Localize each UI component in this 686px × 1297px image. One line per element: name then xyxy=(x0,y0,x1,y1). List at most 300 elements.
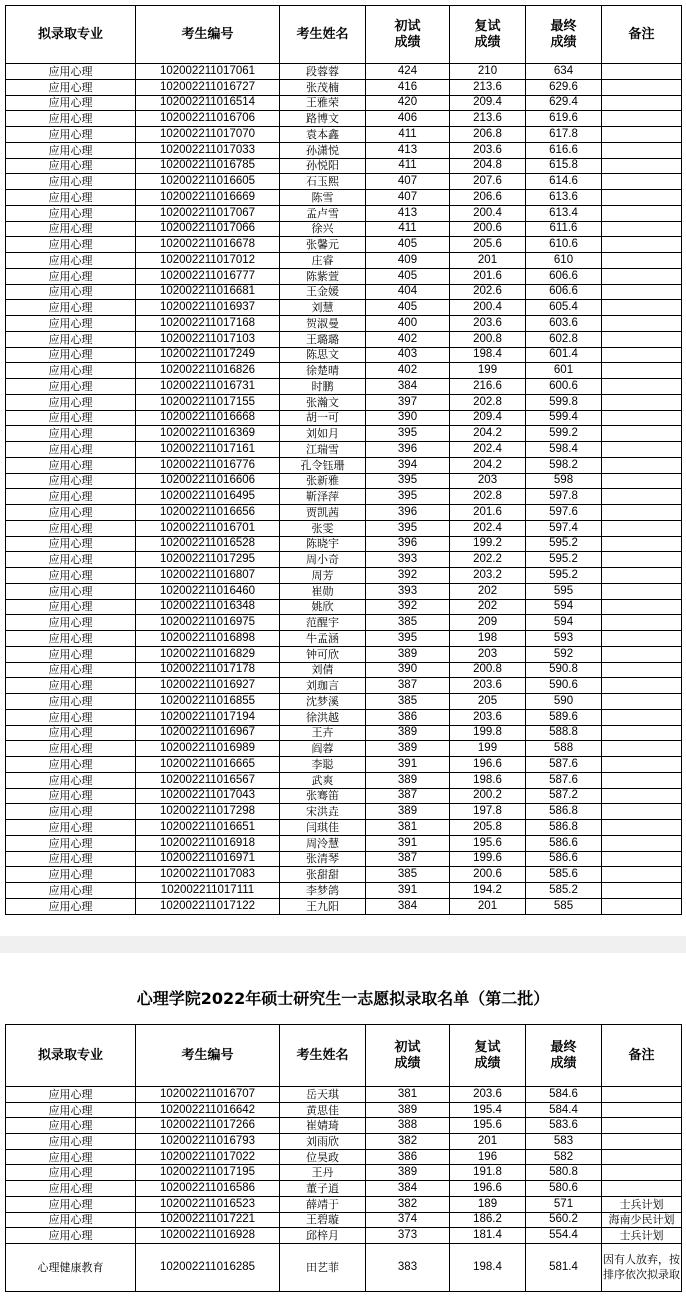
candidate-id-cell: 102002211016707 xyxy=(136,1087,280,1103)
major-cell: 心理健康教育 xyxy=(6,1243,136,1291)
retest-score-cell: 198.6 xyxy=(450,772,526,788)
retest-score-cell: 200.4 xyxy=(450,300,526,316)
candidate-id-cell: 102002211016937 xyxy=(136,300,280,316)
candidate-name-cell: 王璐璐 xyxy=(280,331,366,347)
candidate-id-cell: 102002211016369 xyxy=(136,426,280,442)
candidate-id-cell: 102002211017061 xyxy=(136,64,280,80)
retest-score-cell: 198.4 xyxy=(450,1243,526,1291)
table-row xyxy=(6,331,682,347)
retest-score-cell: 205 xyxy=(450,694,526,710)
remark-cell xyxy=(602,95,682,111)
remark-cell xyxy=(602,426,682,442)
retest-score-cell: 200.8 xyxy=(450,331,526,347)
prelim-score-cell: 405 xyxy=(366,300,450,316)
candidate-name-cell: 田艺菲 xyxy=(280,1243,366,1291)
prelim-score-cell: 403 xyxy=(366,347,450,363)
candidate-name-cell: 闫琪佳 xyxy=(280,820,366,836)
prelim-score-cell: 385 xyxy=(366,615,450,631)
final-score-cell: 602.8 xyxy=(526,331,602,347)
final-score-cell: 586.6 xyxy=(526,835,602,851)
retest-score-cell: 195.4 xyxy=(450,1102,526,1118)
table-row xyxy=(6,426,682,442)
prelim-score-cell: 387 xyxy=(366,851,450,867)
retest-score-cell: 203.6 xyxy=(450,709,526,725)
prelim-score-cell: 389 xyxy=(366,804,450,820)
second-batch-title: 心理学院2022年硕士研究生一志愿拟录取名单（第二批） xyxy=(136,989,550,1008)
table-row xyxy=(6,379,682,395)
retest-score-cell: 181.4 xyxy=(450,1228,526,1244)
retest-score-cell: 209.4 xyxy=(450,410,526,426)
candidate-name-cell: 孟卢雪 xyxy=(280,205,366,221)
remark-cell xyxy=(602,394,682,410)
table-row xyxy=(6,788,682,804)
retest-score-cell: 203.6 xyxy=(450,678,526,694)
retest-score-cell: 201 xyxy=(450,253,526,269)
final-score-cell: 598.4 xyxy=(526,442,602,458)
final-score-cell: 629.6 xyxy=(526,79,602,95)
candidate-id-cell: 102002211016348 xyxy=(136,599,280,615)
candidate-name-cell: 武爽 xyxy=(280,772,366,788)
candidate-id-cell: 102002211016829 xyxy=(136,646,280,662)
candidate-name-cell: 徐洪越 xyxy=(280,709,366,725)
candidate-id-cell: 102002211017266 xyxy=(136,1118,280,1134)
prelim-score-cell: 373 xyxy=(366,1228,450,1244)
prelim-score-cell: 389 xyxy=(366,741,450,757)
candidate-name-cell: 孙潇悦 xyxy=(280,142,366,158)
candidate-id-cell: 102002211017067 xyxy=(136,205,280,221)
candidate-id-cell: 102002211016567 xyxy=(136,772,280,788)
prelim-score-cell: 388 xyxy=(366,1118,450,1134)
admission-table-second-batch xyxy=(5,1024,682,1292)
major-cell: 应用心理 xyxy=(6,757,136,773)
candidate-id-cell: 102002211017122 xyxy=(136,898,280,914)
remark-cell xyxy=(602,284,682,300)
candidate-name-cell: 胡一可 xyxy=(280,410,366,426)
candidate-id-cell: 102002211017295 xyxy=(136,552,280,568)
retest-score-cell: 204.2 xyxy=(450,426,526,442)
final-score-cell: 634 xyxy=(526,64,602,80)
retest-score-cell: 200.2 xyxy=(450,788,526,804)
major-cell: 应用心理 xyxy=(6,300,136,316)
table-row xyxy=(6,489,682,505)
prelim-score-cell: 374 xyxy=(366,1212,450,1228)
table-row xyxy=(6,694,682,710)
table-row xyxy=(6,520,682,536)
remark-cell xyxy=(602,268,682,284)
remark-cell xyxy=(602,709,682,725)
candidate-name-cell: 李梦鸽 xyxy=(280,883,366,899)
major-cell: 应用心理 xyxy=(6,190,136,206)
retest-score-cell: 186.2 xyxy=(450,1212,526,1228)
candidate-name-cell: 孔令钰珊 xyxy=(280,457,366,473)
prelim-score-cell: 392 xyxy=(366,568,450,584)
major-cell: 应用心理 xyxy=(6,694,136,710)
candidate-id-cell: 102002211016460 xyxy=(136,583,280,599)
major-cell: 应用心理 xyxy=(6,142,136,158)
table-row xyxy=(6,1149,682,1165)
prelim-score-cell: 389 xyxy=(366,1102,450,1118)
header-candidate-name: 考生姓名 xyxy=(280,6,366,64)
retest-score-cell: 206.8 xyxy=(450,127,526,143)
final-score-cell: 603.6 xyxy=(526,316,602,332)
prelim-score-cell: 389 xyxy=(366,1165,450,1181)
remark-cell xyxy=(602,1181,682,1197)
candidate-name-cell: 庄睿 xyxy=(280,253,366,269)
remark-cell xyxy=(602,788,682,804)
prelim-score-cell: 424 xyxy=(366,64,450,80)
candidate-id-cell: 102002211017221 xyxy=(136,1212,280,1228)
table-row xyxy=(6,725,682,741)
remark-cell xyxy=(602,678,682,694)
prelim-score-cell: 382 xyxy=(366,1196,450,1212)
table-row xyxy=(6,394,682,410)
prelim-score-cell: 383 xyxy=(366,1243,450,1291)
final-score-cell: 617.8 xyxy=(526,127,602,143)
table-row xyxy=(6,631,682,647)
major-cell: 应用心理 xyxy=(6,741,136,757)
retest-score-cell: 216.6 xyxy=(450,379,526,395)
candidate-id-cell: 102002211016826 xyxy=(136,363,280,379)
retest-score-cell: 202.6 xyxy=(450,284,526,300)
retest-score-cell: 204.2 xyxy=(450,457,526,473)
remark-cell xyxy=(602,205,682,221)
retest-score-cell: 200.6 xyxy=(450,221,526,237)
retest-score-cell: 205.6 xyxy=(450,237,526,253)
final-score-cell: 586.8 xyxy=(526,820,602,836)
final-score-cell: 586.8 xyxy=(526,804,602,820)
candidate-name-cell: 宋洪垚 xyxy=(280,804,366,820)
retest-score-cell: 199.2 xyxy=(450,536,526,552)
header-major: 拟录取专业 xyxy=(6,1025,136,1087)
table-row xyxy=(6,79,682,95)
candidate-name-cell: 牛孟涵 xyxy=(280,631,366,647)
candidate-id-cell: 102002211017103 xyxy=(136,331,280,347)
table-row xyxy=(6,253,682,269)
major-cell: 应用心理 xyxy=(6,851,136,867)
candidate-name-cell: 陈晓宇 xyxy=(280,536,366,552)
table-row xyxy=(6,363,682,379)
remark-cell xyxy=(602,253,682,269)
remark-cell xyxy=(602,1087,682,1103)
header-retest-score: 复试 成绩 xyxy=(450,1025,526,1087)
retest-score-cell: 189 xyxy=(450,1196,526,1212)
prelim-score-cell: 396 xyxy=(366,442,450,458)
prelim-score-cell: 389 xyxy=(366,772,450,788)
prelim-score-cell: 390 xyxy=(366,662,450,678)
remark-cell xyxy=(602,646,682,662)
final-score-cell: 594 xyxy=(526,599,602,615)
candidate-id-cell: 102002211016665 xyxy=(136,757,280,773)
candidate-id-cell: 102002211017111 xyxy=(136,883,280,899)
table-row xyxy=(6,568,682,584)
table-row xyxy=(6,473,682,489)
major-cell: 应用心理 xyxy=(6,1149,136,1165)
retest-score-cell: 204.8 xyxy=(450,158,526,174)
final-score-cell: 600.6 xyxy=(526,379,602,395)
remark-cell xyxy=(602,725,682,741)
candidate-id-cell: 102002211017066 xyxy=(136,221,280,237)
table-row xyxy=(6,1118,682,1134)
remark-cell xyxy=(602,804,682,820)
candidate-id-cell: 102002211017161 xyxy=(136,442,280,458)
table-row xyxy=(6,835,682,851)
candidate-id-cell: 102002211016927 xyxy=(136,678,280,694)
final-score-cell: 580.8 xyxy=(526,1165,602,1181)
candidate-id-cell: 102002211016495 xyxy=(136,489,280,505)
remark-cell xyxy=(602,757,682,773)
major-cell: 应用心理 xyxy=(6,489,136,505)
final-score-cell: 605.4 xyxy=(526,300,602,316)
major-cell: 应用心理 xyxy=(6,583,136,599)
table-row xyxy=(6,678,682,694)
major-cell: 应用心理 xyxy=(6,615,136,631)
major-cell: 应用心理 xyxy=(6,410,136,426)
final-score-cell: 614.6 xyxy=(526,174,602,190)
table-row xyxy=(6,111,682,127)
retest-score-cell: 213.6 xyxy=(450,111,526,127)
prelim-score-cell: 389 xyxy=(366,725,450,741)
candidate-name-cell: 周小奇 xyxy=(280,552,366,568)
remark-cell xyxy=(602,363,682,379)
candidate-name-cell: 王卉 xyxy=(280,725,366,741)
prelim-score-cell: 416 xyxy=(366,79,450,95)
final-score-cell: 587.6 xyxy=(526,757,602,773)
candidate-id-cell: 102002211017012 xyxy=(136,253,280,269)
major-cell: 应用心理 xyxy=(6,284,136,300)
prelim-score-cell: 391 xyxy=(366,883,450,899)
table-row xyxy=(6,883,682,899)
candidate-id-cell: 102002211016605 xyxy=(136,174,280,190)
major-cell: 应用心理 xyxy=(6,363,136,379)
table-row xyxy=(6,158,682,174)
final-score-cell: 601 xyxy=(526,363,602,379)
major-cell: 应用心理 xyxy=(6,111,136,127)
candidate-name-cell: 薛靖于 xyxy=(280,1196,366,1212)
candidate-id-cell: 102002211016678 xyxy=(136,237,280,253)
remark-cell xyxy=(602,820,682,836)
prelim-score-cell: 405 xyxy=(366,268,450,284)
candidate-id-cell: 102002211016855 xyxy=(136,694,280,710)
candidate-name-cell: 靳泽萍 xyxy=(280,489,366,505)
candidate-id-cell: 102002211016971 xyxy=(136,851,280,867)
candidate-name-cell: 段蓉蓉 xyxy=(280,64,366,80)
final-score-cell: 595 xyxy=(526,583,602,599)
prelim-score-cell: 402 xyxy=(366,363,450,379)
candidate-name-cell: 徐兴 xyxy=(280,221,366,237)
candidate-id-cell: 102002211016727 xyxy=(136,79,280,95)
candidate-name-cell: 张新雅 xyxy=(280,473,366,489)
prelim-score-cell: 386 xyxy=(366,709,450,725)
prelim-score-cell: 413 xyxy=(366,205,450,221)
candidate-id-cell: 102002211016528 xyxy=(136,536,280,552)
remark-cell xyxy=(602,489,682,505)
remark-cell xyxy=(602,568,682,584)
retest-score-cell: 195.6 xyxy=(450,1118,526,1134)
candidate-name-cell: 崔勋 xyxy=(280,583,366,599)
retest-score-cell: 209.4 xyxy=(450,95,526,111)
major-cell: 应用心理 xyxy=(6,820,136,836)
remark-cell xyxy=(602,552,682,568)
remark-cell: 海南少民计划 xyxy=(602,1212,682,1228)
candidate-name-cell: 张骞笛 xyxy=(280,788,366,804)
final-score-cell: 598 xyxy=(526,473,602,489)
major-cell: 应用心理 xyxy=(6,1134,136,1150)
prelim-score-cell: 407 xyxy=(366,190,450,206)
header-remark: 备注 xyxy=(602,1025,682,1087)
table-row xyxy=(6,552,682,568)
candidate-id-cell: 102002211017195 xyxy=(136,1165,280,1181)
table-row xyxy=(6,174,682,190)
prelim-score-cell: 381 xyxy=(366,1087,450,1103)
candidate-id-cell: 102002211016989 xyxy=(136,741,280,757)
candidate-id-cell: 102002211016668 xyxy=(136,410,280,426)
table-row xyxy=(6,64,682,80)
major-cell: 应用心理 xyxy=(6,237,136,253)
major-cell: 应用心理 xyxy=(6,268,136,284)
candidate-id-cell: 102002211016793 xyxy=(136,1134,280,1150)
prelim-score-cell: 397 xyxy=(366,394,450,410)
major-cell: 应用心理 xyxy=(6,1118,136,1134)
prelim-score-cell: 409 xyxy=(366,253,450,269)
header-prelim-score: 初试 成绩 xyxy=(366,6,450,64)
major-cell: 应用心理 xyxy=(6,599,136,615)
final-score-cell: 585.6 xyxy=(526,867,602,883)
final-score-cell: 619.6 xyxy=(526,111,602,127)
major-cell: 应用心理 xyxy=(6,568,136,584)
candidate-name-cell: 张甜甜 xyxy=(280,867,366,883)
table-row xyxy=(6,583,682,599)
table-row xyxy=(6,237,682,253)
prelim-score-cell: 384 xyxy=(366,1181,450,1197)
candidate-id-cell: 102002211017155 xyxy=(136,394,280,410)
prelim-score-cell: 385 xyxy=(366,867,450,883)
final-score-cell: 610 xyxy=(526,253,602,269)
prelim-score-cell: 407 xyxy=(366,174,450,190)
candidate-name-cell: 刘珈言 xyxy=(280,678,366,694)
retest-score-cell: 199 xyxy=(450,741,526,757)
prelim-score-cell: 382 xyxy=(366,1134,450,1150)
major-cell: 应用心理 xyxy=(6,835,136,851)
final-score-cell: 611.6 xyxy=(526,221,602,237)
retest-score-cell: 201 xyxy=(450,898,526,914)
prelim-score-cell: 396 xyxy=(366,536,450,552)
candidate-name-cell: 崔婧琦 xyxy=(280,1118,366,1134)
remark-cell xyxy=(602,347,682,363)
retest-score-cell: 191.8 xyxy=(450,1165,526,1181)
remark-cell xyxy=(602,174,682,190)
prelim-score-cell: 420 xyxy=(366,95,450,111)
final-score-cell: 554.4 xyxy=(526,1228,602,1244)
major-cell: 应用心理 xyxy=(6,804,136,820)
remark-cell xyxy=(602,331,682,347)
table-row xyxy=(6,221,682,237)
candidate-name-cell: 徐楚晴 xyxy=(280,363,366,379)
remark-cell xyxy=(602,599,682,615)
candidate-name-cell: 刘雨欣 xyxy=(280,1134,366,1150)
header-final-score: 最终 成绩 xyxy=(526,6,602,64)
table-row xyxy=(6,505,682,521)
table-row xyxy=(6,442,682,458)
retest-score-cell: 197.8 xyxy=(450,804,526,820)
table-row xyxy=(6,190,682,206)
candidate-id-cell: 102002211016606 xyxy=(136,473,280,489)
final-score-cell: 595.2 xyxy=(526,552,602,568)
table-row xyxy=(6,410,682,426)
candidate-name-cell: 王九阳 xyxy=(280,898,366,914)
table-row xyxy=(6,820,682,836)
final-score-cell: 593 xyxy=(526,631,602,647)
final-score-cell: 590 xyxy=(526,694,602,710)
final-score-cell: 587.6 xyxy=(526,772,602,788)
retest-score-cell: 196.6 xyxy=(450,1181,526,1197)
final-score-cell: 585 xyxy=(526,898,602,914)
major-cell: 应用心理 xyxy=(6,1102,136,1118)
prelim-score-cell: 404 xyxy=(366,284,450,300)
retest-score-cell: 203.6 xyxy=(450,1087,526,1103)
retest-score-cell: 206.6 xyxy=(450,190,526,206)
major-cell: 应用心理 xyxy=(6,158,136,174)
remark-cell xyxy=(602,111,682,127)
prelim-score-cell: 402 xyxy=(366,331,450,347)
major-cell: 应用心理 xyxy=(6,221,136,237)
candidate-id-cell: 102002211016807 xyxy=(136,568,280,584)
retest-score-cell: 194.2 xyxy=(450,883,526,899)
final-score-cell: 597.4 xyxy=(526,520,602,536)
major-cell: 应用心理 xyxy=(6,394,136,410)
retest-score-cell: 205.8 xyxy=(450,820,526,836)
header-candidate-id: 考生编号 xyxy=(136,1025,280,1087)
remark-cell xyxy=(602,316,682,332)
candidate-name-cell: 陈紫萱 xyxy=(280,268,366,284)
table-row xyxy=(6,1196,682,1212)
candidate-name-cell: 张清琴 xyxy=(280,851,366,867)
final-score-cell: 586.6 xyxy=(526,851,602,867)
final-score-cell: 587.2 xyxy=(526,788,602,804)
candidate-name-cell: 贺淑曼 xyxy=(280,316,366,332)
major-cell: 应用心理 xyxy=(6,331,136,347)
major-cell: 应用心理 xyxy=(6,788,136,804)
table-row xyxy=(6,741,682,757)
remark-cell xyxy=(602,190,682,206)
table-row xyxy=(6,142,682,158)
candidate-name-cell: 张茂楠 xyxy=(280,79,366,95)
major-cell: 应用心理 xyxy=(6,662,136,678)
major-cell: 应用心理 xyxy=(6,725,136,741)
candidate-name-cell: 姚欣 xyxy=(280,599,366,615)
admission-table-first-batch xyxy=(5,5,682,915)
final-score-cell: 597.8 xyxy=(526,489,602,505)
prelim-score-cell: 406 xyxy=(366,111,450,127)
retest-score-cell: 201.6 xyxy=(450,268,526,284)
table-row xyxy=(6,772,682,788)
header-remark: 备注 xyxy=(602,6,682,64)
candidate-id-cell: 102002211017083 xyxy=(136,867,280,883)
retest-score-cell: 202 xyxy=(450,599,526,615)
remark-cell xyxy=(602,127,682,143)
remark-cell xyxy=(602,1134,682,1150)
candidate-name-cell: 刘慧 xyxy=(280,300,366,316)
final-score-cell: 606.6 xyxy=(526,284,602,300)
candidate-id-cell: 102002211016701 xyxy=(136,520,280,536)
final-score-cell: 599.2 xyxy=(526,426,602,442)
table-row xyxy=(6,1228,682,1244)
candidate-name-cell: 沈梦溪 xyxy=(280,694,366,710)
retest-score-cell: 198.4 xyxy=(450,347,526,363)
retest-score-cell: 202 xyxy=(450,583,526,599)
candidate-name-cell: 贾凯茜 xyxy=(280,505,366,521)
retest-score-cell: 203.6 xyxy=(450,316,526,332)
final-score-cell: 583.6 xyxy=(526,1118,602,1134)
